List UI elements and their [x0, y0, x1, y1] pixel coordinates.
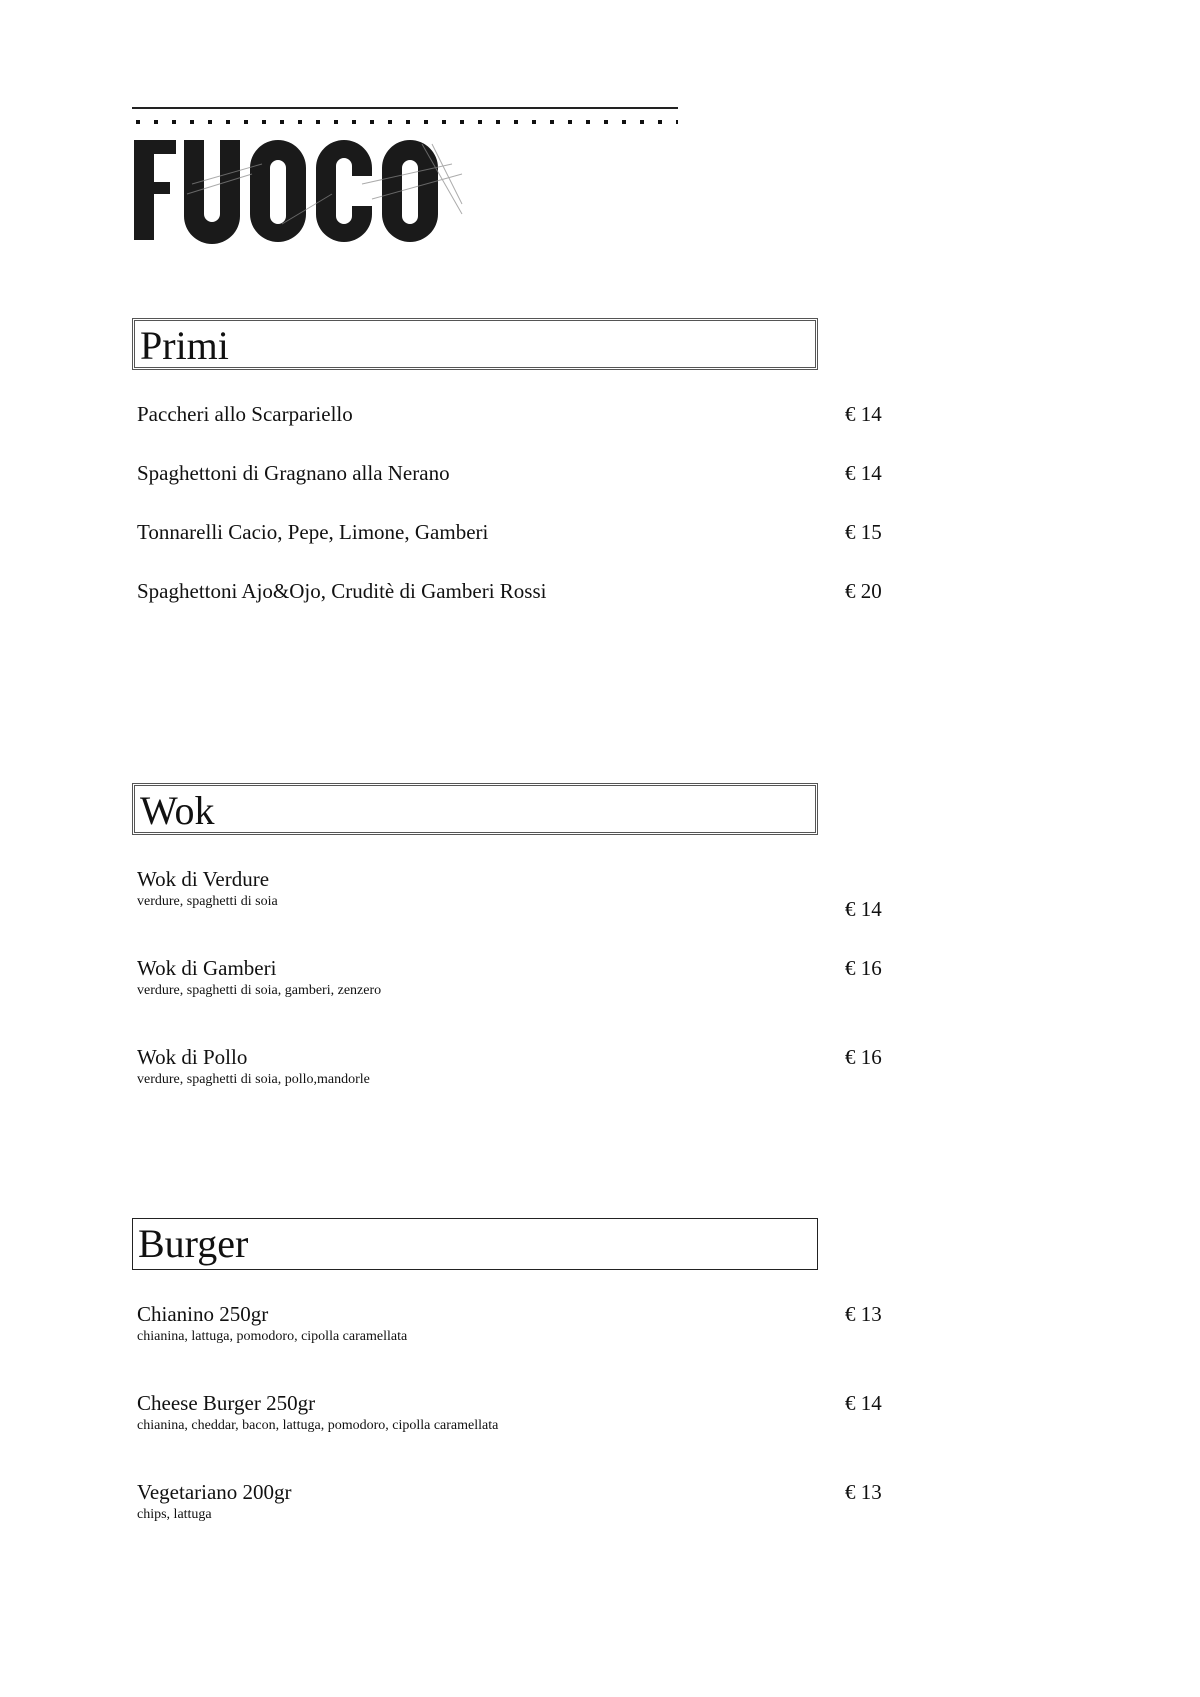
section-header [132, 783, 818, 835]
fuoco-logo [132, 104, 680, 254]
item-name: Vegetariano 200gr [137, 1480, 292, 1504]
section-title: Burger [138, 1221, 249, 1266]
section-header [132, 318, 818, 370]
item-price: € 14 [845, 461, 882, 485]
item-description: verdure, spaghetti di soia, gamberi, zenzero [137, 983, 382, 998]
item-description: chips, lattuga [137, 1507, 212, 1522]
item-name: Wok di Verdure [137, 867, 270, 891]
section-title: Wok [140, 788, 215, 833]
section-title: Primi [140, 323, 229, 368]
item-description: verdure, spaghetti di soia [137, 894, 278, 909]
item-name: Chianino 250gr [137, 1302, 269, 1326]
section-wok [132, 783, 902, 1103]
item-description: chianina, lattuga, pomodoro, cipolla caramellata [137, 1329, 408, 1344]
item-name: Spaghettoni di Gragnano alla Nerano [137, 461, 450, 485]
item-price: € 14 [845, 402, 882, 426]
item-price: € 14 [845, 897, 882, 921]
item-description: chianina, cheddar, bacon, lattuga, pomodoro, cipolla caramellata [137, 1418, 499, 1433]
item-name: Wok di Pollo [137, 1045, 248, 1069]
item-price: € 13 [845, 1480, 882, 1504]
item-price: € 13 [845, 1302, 882, 1326]
item-name: Wok di Gamberi [137, 956, 277, 980]
section-burger [132, 1218, 902, 1538]
item-price: € 20 [845, 579, 882, 603]
item-name: Spaghettoni Ajo&Ojo, Cruditè di Gamberi Rossi [137, 579, 547, 603]
item-name: Paccheri allo Scarpariello [137, 402, 353, 426]
item-name: Cheese Burger 250gr [137, 1391, 316, 1415]
section-header [132, 1218, 818, 1270]
item-price: € 15 [845, 520, 882, 544]
item-price: € 16 [845, 1045, 882, 1069]
item-description: verdure, spaghetti di soia, pollo,mandorle [137, 1072, 370, 1087]
item-price: € 14 [845, 1391, 882, 1415]
item-price: € 16 [845, 956, 882, 980]
section-primi [132, 318, 902, 618]
item-name: Tonnarelli Cacio, Pepe, Limone, Gamberi [137, 520, 489, 544]
